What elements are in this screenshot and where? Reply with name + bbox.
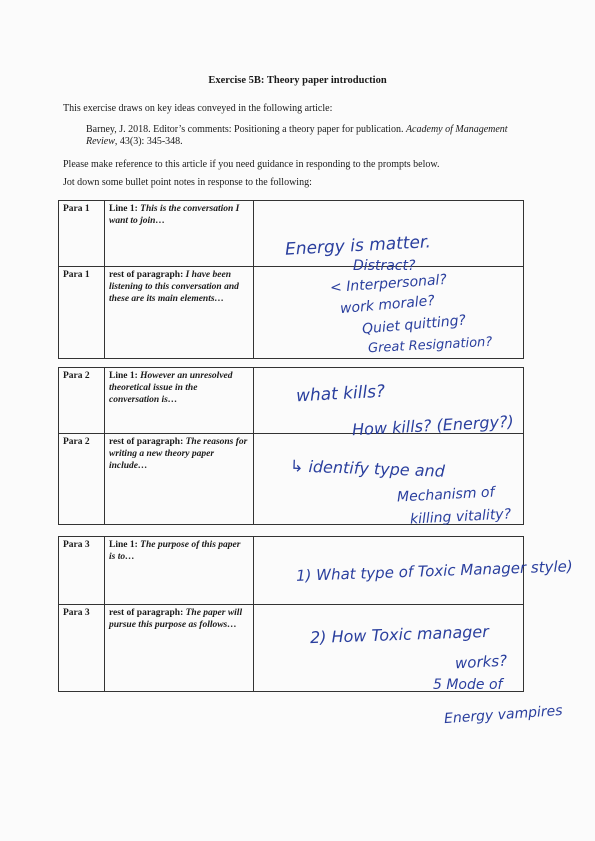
handwritten-note: ↳ identify type and xyxy=(289,456,446,481)
para-label: Para 3 xyxy=(59,537,105,605)
handwritten-note: 1) What type of Toxic Manager style) xyxy=(295,557,573,585)
handwritten-note: work morale? xyxy=(339,292,436,318)
handwritten-note: Quiet quitting? xyxy=(361,312,467,338)
prompt-cell: Line 1: The purpose of this paper is to… xyxy=(105,537,254,605)
reference-pages: , 43(3): 345-348. xyxy=(114,136,183,147)
handwritten-note: How kills? (Energy?) xyxy=(351,411,515,440)
prompt-cell: Line 1: This is the conversation I want to join… xyxy=(105,201,254,267)
page-title: Exercise 5B: Theory paper introduction xyxy=(208,75,387,86)
intro-text: This exercise draws on key ideas conveyed in the following article: xyxy=(63,103,333,114)
handwritten-note: Great Resignation? xyxy=(367,334,493,357)
prompt-cell: rest of paragraph: I have been listening to this conversation and these are its main elements… xyxy=(105,267,254,359)
handwritten-note: Energy vampires xyxy=(443,702,564,728)
handwritten-note: Mechanism of xyxy=(396,484,495,506)
para-label: Para 1 xyxy=(59,201,105,267)
handwritten-note: killing vitality? xyxy=(409,506,512,528)
para-label: Para 2 xyxy=(59,368,105,434)
handwritten-note: 2) How Toxic manager xyxy=(309,621,490,648)
article-reference xyxy=(86,124,526,148)
handwritten-note: works? xyxy=(454,651,508,673)
para-label: Para 3 xyxy=(59,605,105,692)
prompt-cell: Line 1: However an unresolved theoretical issue in the conversation is… xyxy=(105,368,254,434)
instruction-notes: Jot down some bullet point notes in response to the following: xyxy=(63,177,312,188)
handwritten-note: < Interpersonal? xyxy=(329,271,448,297)
handwritten-note: Energy is matter. xyxy=(284,232,432,260)
handwritten-note: Distract? xyxy=(353,258,416,274)
para-3-table xyxy=(58,536,524,692)
para-1-table xyxy=(58,200,524,359)
prompt-cell: rest of paragraph: The reasons for writing a new theory paper include… xyxy=(105,434,254,525)
instruction-guidance: Please make reference to this article if you need guidance in responding to the prompts below. xyxy=(63,159,440,170)
handwritten-note: what kills? xyxy=(295,381,386,407)
reference-citation: Barney, J. 2018. Editor’s comments: Positioning a theory paper for publication. xyxy=(86,124,406,135)
prompt-cell: rest of paragraph: The paper will pursue this purpose as follows… xyxy=(105,605,254,692)
handwritten-note: 5 Mode of xyxy=(433,677,503,693)
reference-journal: Academy of Management Review xyxy=(86,124,508,147)
para-label: Para 2 xyxy=(59,434,105,525)
para-label: Para 1 xyxy=(59,267,105,359)
